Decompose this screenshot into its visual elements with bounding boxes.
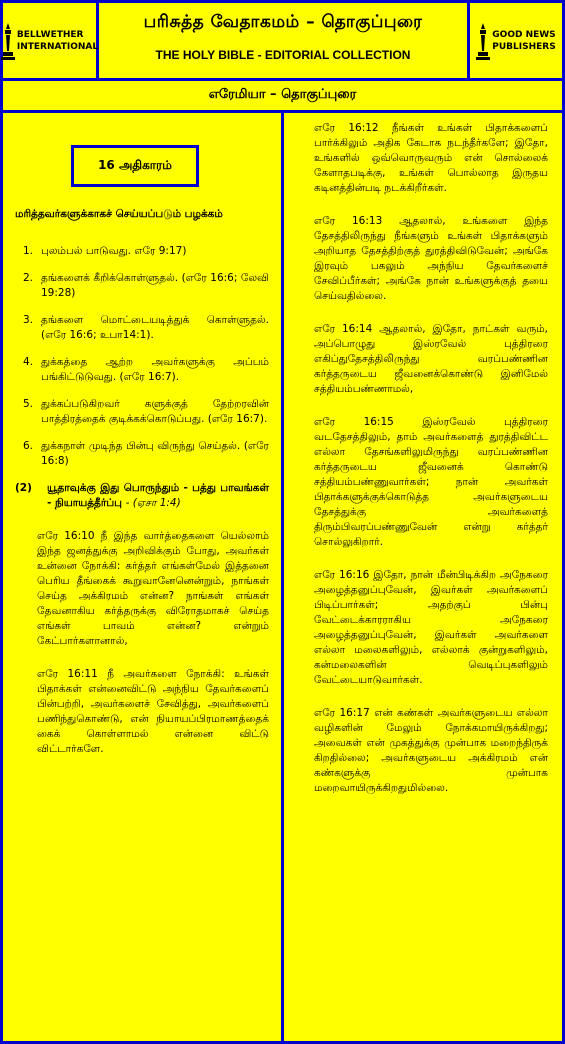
right-logo-line2: PUBLISHERS	[492, 41, 556, 52]
header	[3, 3, 562, 78]
verse-paragraph: எரே 16:13 ஆதலால், உங்களை இந்த தேசத்திலிருந்து நீங்களும் உங்கள் பிதாக்களும் அறியாத தேசத்திற்குத் துரத்திவிடுவேன்; அங்கே இரவும் பகலும் அந்நிய தேவர்களைச் சேவிப்பீர்கள்; அங்கே நான் உங்களுக்குத் தயை செய்வதில்லை.	[314, 215, 548, 302]
left-logo-line2: INTERNATIONAL	[16, 41, 99, 52]
left-column	[3, 113, 281, 1044]
list-item	[15, 397, 269, 427]
custom-list	[15, 244, 269, 469]
book-subtitle: எரேமியா – தொகுப்புரை	[3, 78, 562, 113]
right-column	[284, 113, 562, 1044]
list-item	[15, 244, 269, 259]
list-number: 1.	[22, 245, 33, 257]
subsection-title: யூதாவுக்கு இது பொருந்தும் - பத்து பாவங்கள் - நியாயத்தீர்ப்பு	[47, 482, 269, 509]
list-number: 6.	[22, 440, 33, 452]
list-number: 5.	[22, 398, 33, 410]
list-item	[15, 439, 269, 469]
list-number: 2.	[22, 272, 33, 284]
title-tamil: பரிசுத்த வேதாகமம் – தொகுப்புரை	[143, 12, 423, 32]
title-english: THE HOLY BIBLE - EDITORIAL COLLECTION	[155, 48, 411, 62]
list-number: 4.	[22, 356, 33, 368]
lamp-icon	[476, 21, 490, 61]
subsection-heading	[15, 481, 269, 511]
list-number: 3.	[22, 314, 33, 326]
list-text: தங்களை மொட்டையடித்துக் கொள்ளுதல். (எரே 16:6; உபா14:1).	[41, 314, 269, 341]
subsection-number: (2)	[15, 482, 32, 494]
verse-paragraph: எரே 16:16 இதோ, நான் மீன்பிடிக்கிற அநேகரை அழைத்தனுப்புவேன், இவர்கள் அவர்களைப் பிடிப்பார்கள்; அதற்குப் பின்பு வேட்டைக்காரராகிய அநேகரை அழைத்தனுப்புவேன், இவர்கள் அவர்களை எல்லா மலைகளிலும், எல்லாக் குன்றுகளிலும், கன்மலைகளின் வெடிப்புகளிலும் வேட்டையாடுவார்கள்.	[314, 569, 548, 686]
title-box	[102, 3, 464, 78]
verse-paragraph: எரே 16:11 நீ அவர்களை நோக்கி: உங்கள் பிதாக்கள் என்னைவிட்டு அந்நிய தேவர்களைப் பின்பற்றி, அவர்களைச் சேவித்து, அவர்களைப் பணிந்துகொண்டு, என் நியாயப்பிரமாணத்தைக் கைக் கொள்ளாமல் என்னை விட்டு விட்டார்களே.	[37, 668, 269, 755]
chapter-label: 16 அதிகாரம்	[71, 145, 199, 187]
section-heading: மரித்தவர்களுக்காகச் செய்யப்படும் பழக்கம்	[15, 208, 223, 220]
subsection-reference: - (ஏசா 1:4)	[125, 497, 181, 509]
list-text: துக்கநாள் முடிந்த பின்பு விருந்து செய்தல். (எரே 16:8)	[41, 440, 269, 467]
verse-paragraph: எரே 16:14 ஆதலால், இதோ, நாட்கள் வரும், அப்பொழுது இஸ்ரவேல் புத்திரரை எகிப்துதேசத்திலிருந்து வரப்பண்ணின கர்த்தருடைய ஜீவனைக்கொண்டு இனிமேல் சத்தியம்பண்ணாமல்,	[314, 323, 548, 395]
bellwether-logo	[3, 3, 99, 78]
list-item	[15, 355, 269, 385]
verse-paragraph: எரே 16:17 என் கண்கள் அவர்களுடைய எல்லா வழிகளின் மேலும் நோக்கமாயிருக்கிறது; அவைகள் என் முகத்துக்கு முன்பாக மறைந்திருக் கிறதில்லை; அவர்களுடைய அக்கிரமம் என் கண்களுக்கு முன்பாக மறைவாயிருக்கிறதுமில்லை.	[314, 707, 548, 794]
list-item	[15, 271, 269, 301]
verse-paragraph: எரே 16:15 இஸ்ரவேல் புத்திரரை வடதேசத்திலும், தாம் அவர்களைத் துரத்திவிட்ட எல்லா தேசங்களிலுமிருந்து வரப்பண்ணின கர்த்தருடைய ஜீவனைக் கொண்டு சத்தியம்பண்ணுவார்கள்; நான் அவர்கள் பிதாக்களுக்குக்கொடுத்த அவர்களுடைய தேசத்துக்கு அவர்களைத் திரும்பிவரப்பண்ணுவேன் என்று கர்த்தர் சொல்லுகிறார்.	[314, 416, 548, 548]
verse-paragraph: எரே 16:10 நீ இந்த வார்த்தைகளை யெல்லாம் இந்த ஜனத்துக்கு அறிவிக்கும் போது, அவர்கள் உன்னை நோக்கி: கர்த்தர் எங்கள்மேல் இத்தனை பெரிய தீங்கைக் கூறுவானேனென்றும், நாங்கள் செய்த அக்கிரமம் என்ன? நாங்கள் எங்கள் தேவனாகிய கர்த்தருக்கு விரோதமாகச் செய்த எங்கள் பாவம் என்ன? என்றும் கேட்பார்களானால்,	[37, 530, 269, 647]
good-news-logo	[467, 3, 562, 78]
list-text: துக்கப்படுகிறவர் களுக்குத் தேற்றரவின் பாத்திரத்தைக் குடிக்கக்கொடுப்பது. (எரே 16:7).	[41, 398, 269, 425]
list-text: தங்களைக் கீறிக்கொள்ளுதல். (எரே 16:6; லேவி 19:28)	[41, 272, 269, 299]
verse-paragraph: எரே 16:12 நீங்கள் உங்கள் பிதாக்களைப் பார்க்கிலும் அதிக கேடாக நடந்தீர்களே; இதோ, உங்களில் ஒவ்வொருவரும் என் சொல்லைக் கேளாதபடிக்கு, உங்கள் பொல்லாத இருதய கடினத்தின்படி நடக்கிறீர்கள்.	[314, 122, 548, 194]
lamp-icon	[1, 21, 15, 61]
right-logo-line1: GOOD NEWS	[492, 29, 556, 40]
list-text: புலம்பல் பாடுவது. எரே 9:17)	[41, 245, 187, 257]
left-logo-line1: BELLWETHER	[16, 29, 84, 40]
list-text: துக்கத்தை ஆற்ற அவர்களுக்கு அப்பம் பங்கிட்டுடுவது. (எரே 16:7).	[41, 356, 269, 383]
list-item	[15, 313, 269, 343]
